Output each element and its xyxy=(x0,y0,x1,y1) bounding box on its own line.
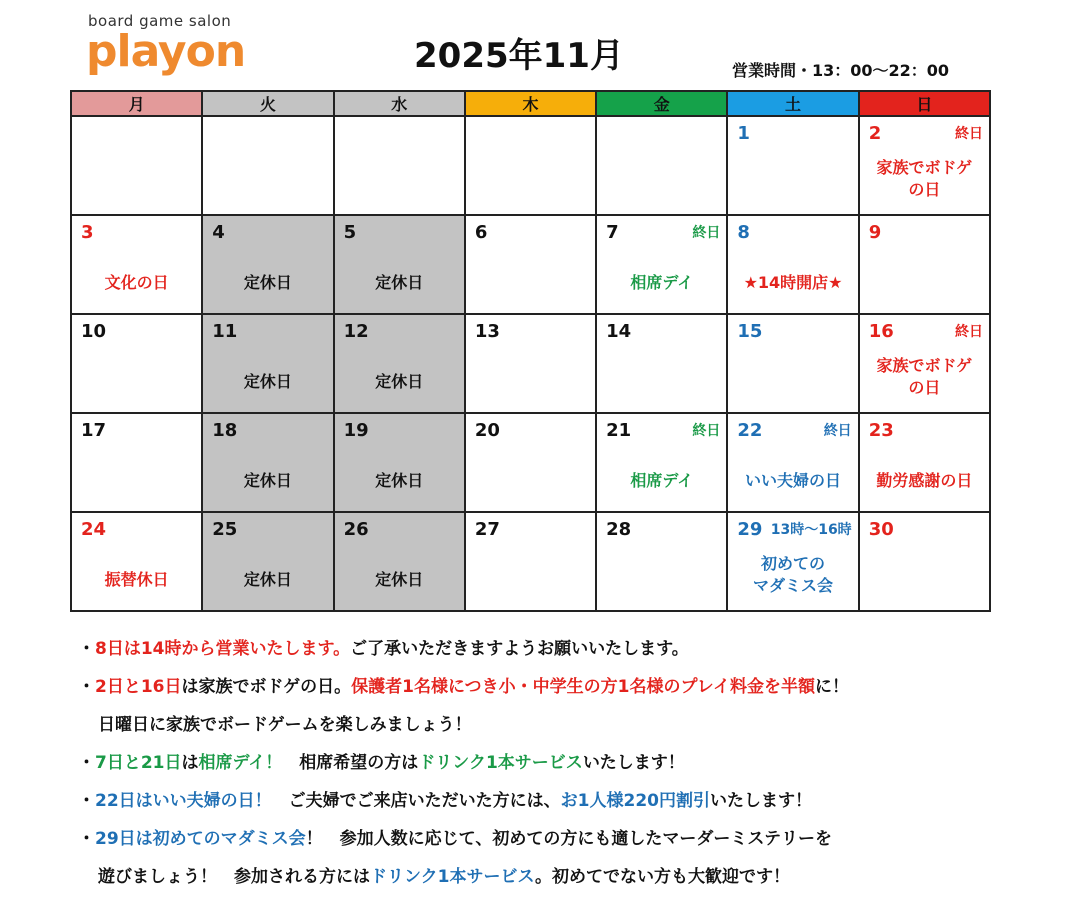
notice-text: ご了承いただきますようお願いいたします。 xyxy=(350,639,689,659)
closed-day-label: 定休日 xyxy=(243,570,292,589)
notice-text: ドリンク1本サービス xyxy=(418,753,583,773)
calendar-day-6 xyxy=(465,215,596,314)
notice-text: いたします！ xyxy=(582,753,685,773)
calendar-empty-cell xyxy=(334,116,465,215)
calendar-day-1 xyxy=(727,116,858,215)
notice-line xyxy=(78,630,1068,668)
calendar-day-8 xyxy=(727,215,858,314)
logo-tagline: board game salon xyxy=(88,12,232,30)
business-hours: 営業時間・13：00～22：00 xyxy=(732,61,950,80)
weekday-header-wed: 水 xyxy=(334,91,465,116)
calendar-day-22 xyxy=(727,413,858,512)
day-note: 終日 xyxy=(823,423,852,439)
calendar-day-16 xyxy=(859,314,990,413)
notice-text: 8日は14時から営業いたします。 xyxy=(95,639,351,659)
day-number: 30 xyxy=(868,519,894,540)
day-number: 23 xyxy=(868,420,894,441)
day-event: 家族でボドゲ の日 xyxy=(876,356,973,397)
day-event: 勤労感謝の日 xyxy=(876,471,973,490)
day-number: 22 xyxy=(737,420,763,441)
day-number: 18 xyxy=(212,420,238,441)
day-number: 11 xyxy=(212,321,238,342)
day-number: 9 xyxy=(868,222,882,243)
closed-day-label: 定休日 xyxy=(243,372,292,391)
notice-text: ・ xyxy=(78,829,95,849)
calendar-day-26 xyxy=(334,512,465,611)
notice-line xyxy=(78,782,1068,820)
notice-text: 29日は初めてのマダミス会 xyxy=(95,829,306,849)
notice-line xyxy=(78,820,1068,858)
calendar-day-9 xyxy=(859,215,990,314)
notice-text: いたします！ xyxy=(710,791,812,811)
calendar-empty-cell xyxy=(596,116,727,215)
notice-text: 相席希望の方は xyxy=(282,753,419,773)
day-number: 10 xyxy=(81,321,107,342)
calendar-day-21 xyxy=(596,413,727,512)
calendar-empty-cell xyxy=(71,116,202,215)
day-number: 4 xyxy=(212,222,225,243)
calendar-day-28 xyxy=(596,512,727,611)
calendar-day-3 xyxy=(71,215,202,314)
day-number: 8 xyxy=(737,222,750,243)
notice-text: に！ xyxy=(814,677,849,697)
calendar-day-14 xyxy=(596,314,727,413)
day-number: 28 xyxy=(606,519,632,540)
notice-line xyxy=(78,706,1068,744)
salon-logo xyxy=(86,12,266,82)
calendar-week-row xyxy=(71,314,990,413)
calendar-day-23 xyxy=(859,413,990,512)
day-number: 17 xyxy=(81,420,107,441)
weekday-header-mon: 月 xyxy=(71,91,202,116)
logo-wordmark: playon xyxy=(86,26,246,77)
notice-line xyxy=(78,744,1068,782)
notice-list xyxy=(78,630,1068,896)
day-number: 2 xyxy=(868,123,882,144)
notice-text: 保護者1名様につき小・中学生の方1名様のプレイ料金を半額 xyxy=(351,677,815,697)
notice-text: ご夫婦でご来店いただいた方には、 xyxy=(271,791,561,811)
notice-text: 2日と16日 xyxy=(95,677,182,697)
day-event: 相席デイ xyxy=(630,273,694,292)
calendar-body xyxy=(71,116,990,611)
day-number: 14 xyxy=(606,321,632,342)
weekday-header-row xyxy=(71,91,990,116)
day-number: 29 xyxy=(737,519,763,540)
calendar-week-row xyxy=(71,512,990,611)
day-number: 24 xyxy=(81,519,107,540)
notice-line xyxy=(78,858,1068,896)
day-event: 初めての マダミス会 xyxy=(753,554,834,595)
day-number: 21 xyxy=(606,420,632,441)
day-event: ★14時開店★ xyxy=(743,273,843,292)
calendar-day-20 xyxy=(465,413,596,512)
notice-text: ドリンク1本サービス xyxy=(370,867,535,887)
weekday-header-tue: 火 xyxy=(202,91,333,116)
notice-text: 遊びましょう！ 参加される方には xyxy=(98,867,370,887)
notice-text: ・ xyxy=(78,791,95,811)
day-note: 13時～16時 xyxy=(770,522,852,538)
day-number: 15 xyxy=(737,321,763,342)
calendar-day-29 xyxy=(727,512,858,611)
calendar-day-30 xyxy=(859,512,990,611)
notice-text: 7日と21日 xyxy=(95,753,182,773)
day-event: いい夫婦の日 xyxy=(745,471,842,490)
calendar-day-25 xyxy=(202,512,333,611)
closed-day-label: 定休日 xyxy=(375,471,424,490)
day-number: 7 xyxy=(606,222,619,243)
calendar-day-11 xyxy=(202,314,333,413)
notice-text: ・ xyxy=(78,639,95,659)
closed-day-label: 定休日 xyxy=(243,273,292,292)
day-event: 振替休日 xyxy=(104,570,169,589)
calendar-day-27 xyxy=(465,512,596,611)
calendar-day-4 xyxy=(202,215,333,314)
calendar-day-17 xyxy=(71,413,202,512)
day-note: 終日 xyxy=(692,423,721,439)
day-number: 26 xyxy=(343,519,369,540)
calendar-day-5 xyxy=(334,215,465,314)
weekday-header-thu: 木 xyxy=(465,91,596,116)
day-number: 1 xyxy=(737,123,750,144)
calendar-day-7 xyxy=(596,215,727,314)
calendar-empty-cell xyxy=(465,116,596,215)
day-number: 16 xyxy=(868,321,894,342)
calendar-empty-cell xyxy=(202,116,333,215)
notice-text: 日曜日に家族でボードゲームを楽しみましょう！ xyxy=(98,715,472,735)
calendar-day-24 xyxy=(71,512,202,611)
day-event: 相席デイ xyxy=(630,471,694,490)
calendar-day-10 xyxy=(71,314,202,413)
calendar-day-18 xyxy=(202,413,333,512)
calendar-week-row xyxy=(71,215,990,314)
calendar-day-15 xyxy=(727,314,858,413)
notice-text: 。初めてでない方も大歓迎です！ xyxy=(535,867,790,887)
notice-text: ！ 参加人数に応じて、初めての方にも適したマーダーミステリーを xyxy=(305,829,832,849)
day-note: 終日 xyxy=(955,324,983,340)
day-note: 終日 xyxy=(692,225,721,241)
calendar-day-13 xyxy=(465,314,596,413)
notice-text: 22日はいい夫婦の日！ xyxy=(95,791,272,811)
notice-line xyxy=(78,668,1068,706)
day-number: 25 xyxy=(212,519,238,540)
closed-day-label: 定休日 xyxy=(375,273,424,292)
calendar-day-19 xyxy=(334,413,465,512)
day-event: 文化の日 xyxy=(104,273,169,292)
day-number: 5 xyxy=(343,222,357,243)
notice-text: ・ xyxy=(78,677,95,697)
day-number: 13 xyxy=(474,321,500,342)
monthly-calendar xyxy=(70,90,991,612)
notice-text: は家族でボドゲの日。 xyxy=(181,677,352,697)
weekday-header-fri: 金 xyxy=(596,91,727,116)
weekday-header-sat: 土 xyxy=(727,91,858,116)
closed-day-label: 定休日 xyxy=(243,471,292,490)
notice-text: ・ xyxy=(78,753,95,773)
day-number: 27 xyxy=(474,519,500,540)
day-note: 終日 xyxy=(955,126,983,142)
weekday-header-sun: 日 xyxy=(859,91,990,116)
notice-text: 相席デイ！ xyxy=(198,753,283,773)
closed-day-label: 定休日 xyxy=(375,570,424,589)
calendar-day-12 xyxy=(334,314,465,413)
day-number: 12 xyxy=(343,321,369,342)
day-event: 家族でボドゲ の日 xyxy=(876,158,973,199)
closed-day-label: 定休日 xyxy=(375,372,424,391)
day-number: 6 xyxy=(474,222,488,243)
day-number: 3 xyxy=(81,222,94,243)
calendar-day-2 xyxy=(859,116,990,215)
calendar-week-row xyxy=(71,413,990,512)
notice-text: は xyxy=(181,753,199,773)
calendar-title: 2025年11月 xyxy=(414,36,624,76)
day-number: 20 xyxy=(474,420,500,441)
day-number: 19 xyxy=(343,420,369,441)
calendar-week-row xyxy=(71,116,990,215)
notice-text: お1人様220円割引 xyxy=(560,791,710,811)
